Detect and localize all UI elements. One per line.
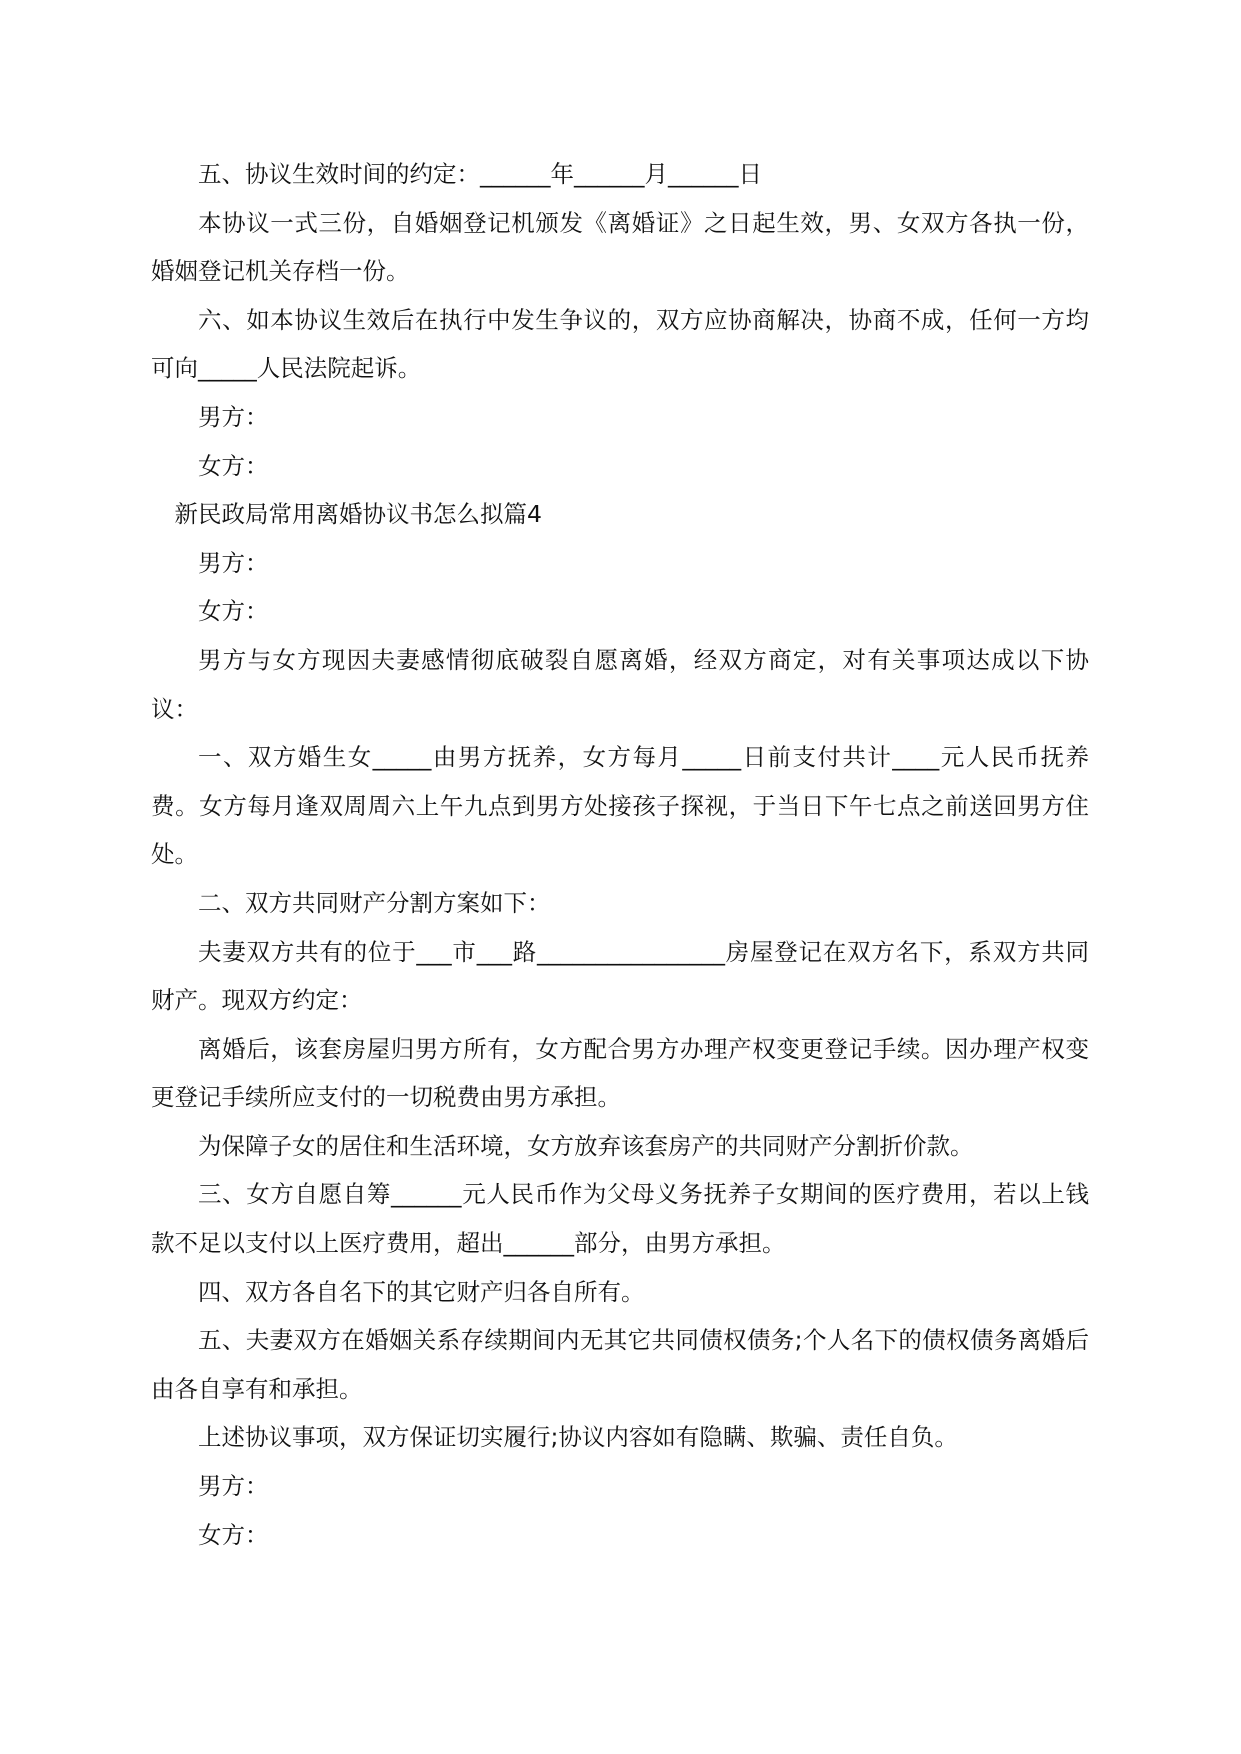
paragraph-copies: 本协议一式三份，自婚姻登记机颁发《离婚证》之日起生效，男、女双方各执一份，婚姻登记机关存档一份。 xyxy=(151,208,1089,286)
party-male: 男方： xyxy=(198,548,269,577)
paragraph-intro: 男方与女方现因夫妻感情彻底破裂自愿离婚，经双方商定，对有关事项达成以下协议： xyxy=(151,645,1089,723)
signature-male: 男方： xyxy=(198,402,269,431)
signature-female-final: 女方： xyxy=(198,1520,269,1549)
paragraph-guarantee: 上述协议事项，双方保证切实履行;协议内容如有隐瞒、欺骗、责任自负。 xyxy=(198,1423,958,1452)
clause-other-property: 四、双方各自名下的其它财产归各自所有。 xyxy=(198,1277,645,1306)
clause-debts: 五、夫妻双方在婚姻关系存续期间内无其它共同债权债务;个人名下的债权债务离婚后由各自享有和承担。 xyxy=(151,1326,1089,1403)
clause-property-division: 二、双方共同财产分割方案如下： xyxy=(198,888,551,917)
clause-medical-fees: 三、女方自愿自筹______元人民币作为父母义务抚养子女期间的医疗费用，若以上钱款不足以支付以上医疗费用，超出______部分，由男方承担。 xyxy=(151,1180,1089,1258)
paragraph-child-living: 为保障子女的居住和生活环境，女方放弃该套房产的共同财产分割折价款。 xyxy=(198,1131,974,1160)
paragraph-house-ownership: 离婚后，该套房屋归男方所有，女方配合男方办理产权变更登记手续。因办理产权变更登记手续所应支付的一切税费由男方承担。 xyxy=(151,1034,1089,1112)
signature-female: 女方： xyxy=(198,451,269,480)
party-female: 女方： xyxy=(198,597,269,626)
clause-effective-date: 五、协议生效时间的约定：______年______月______日 xyxy=(198,160,762,188)
paragraph-house: 夫妻双方共有的位于___市___路________________房屋登记在双方名下，系双方共同财产。现双方约定： xyxy=(151,937,1089,1015)
section-heading: 新民政局常用离婚协议书怎么拟篇4 xyxy=(174,500,542,529)
document-body xyxy=(151,150,1089,1559)
signature-male-final: 男方： xyxy=(198,1472,269,1501)
clause-dispute: 六、如本协议生效后在执行中发生争议的，双方应协商解决，协商不成，任何一方均可向_____人民法院起诉。 xyxy=(151,305,1089,383)
clause-child-custody: 一、双方婚生女_____由男方抚养，女方每月_____日前支付共计____元人民币抚养费。女方每月逢双周周六上午九点到男方处接孩子探视，于当日下午七点之前送回男方住处。 xyxy=(151,743,1089,869)
